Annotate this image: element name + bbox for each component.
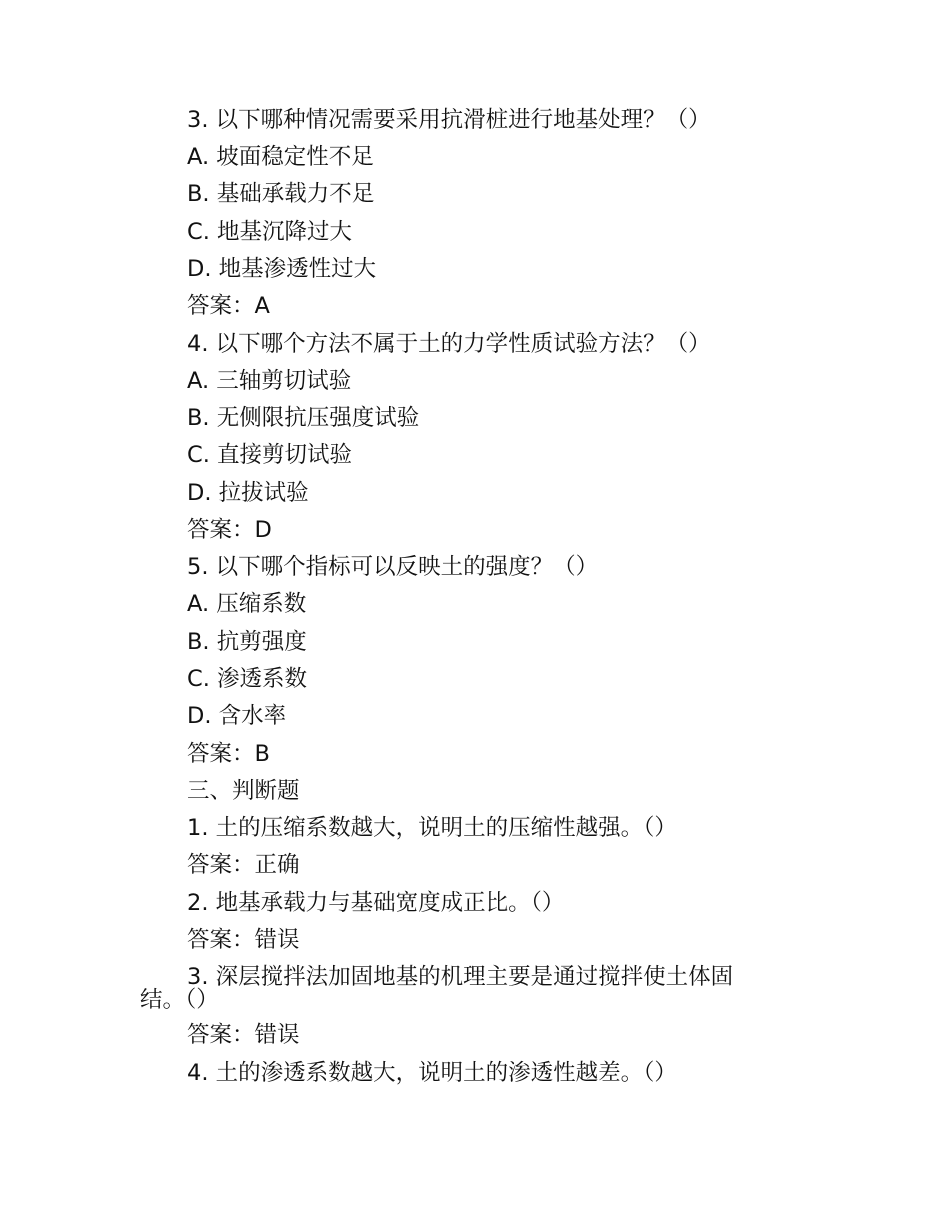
question-4-stem: 4. 以下哪个方法不属于土的力学性质试验方法？（） <box>187 331 711 357</box>
answer-line: 答案：A <box>187 293 270 319</box>
answer-line: 答案：错误 <box>187 1022 300 1048</box>
option-a: A. 坡面稳定性不足 <box>187 144 374 170</box>
option-b: B. 无侧限抗压强度试验 <box>187 405 420 431</box>
option-a: A. 压缩系数 <box>187 591 307 617</box>
answer-line: 答案：正确 <box>187 852 300 878</box>
option-b: B. 基础承载力不足 <box>187 181 375 207</box>
option-c: C. 渗透系数 <box>187 666 308 692</box>
option-d: D. 含水率 <box>187 703 287 729</box>
judgement-3-stem-continued: 结。（） <box>140 987 219 1013</box>
option-c: C. 直接剪切试验 <box>187 442 353 468</box>
question-3-stem: 3. 以下哪种情况需要采用抗滑桩进行地基处理？（） <box>187 107 711 133</box>
judgement-4-stem: 4. 土的渗透系数越大，说明土的渗透性越差。（） <box>187 1060 677 1086</box>
judgement-2-stem: 2. 地基承载力与基础宽度成正比。（） <box>187 890 565 916</box>
option-d: D. 拉拔试验 <box>187 480 309 506</box>
option-b: B. 抗剪强度 <box>187 629 307 655</box>
answer-line: 答案：错误 <box>187 927 300 953</box>
option-d: D. 地基渗透性过大 <box>187 256 377 282</box>
judgement-1-stem: 1. 土的压缩系数越大，说明土的压缩性越强。（） <box>187 815 677 841</box>
question-5-stem: 5. 以下哪个指标可以反映土的强度？（） <box>187 554 599 580</box>
judgement-3-stem: 3. 深层搅拌法加固地基的机理主要是通过搅拌使土体固 <box>187 964 734 990</box>
section-heading: 三、判断题 <box>187 778 300 804</box>
answer-line: 答案：D <box>187 517 272 543</box>
option-a: A. 三轴剪切试验 <box>187 368 352 394</box>
option-c: C. 地基沉降过大 <box>187 219 353 245</box>
answer-line: 答案：B <box>187 741 270 767</box>
